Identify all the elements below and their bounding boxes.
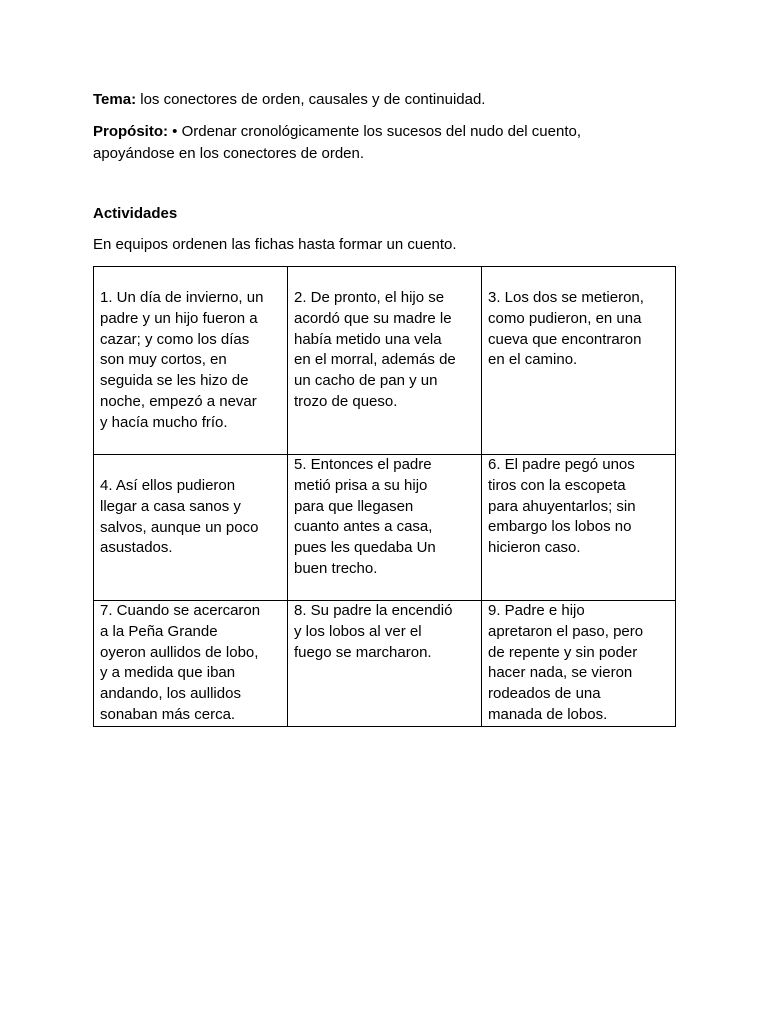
story-card [482, 601, 676, 727]
card-line: salvos, aunque un poco [100, 518, 259, 536]
card-line: 8. Su padre la encendió [294, 602, 453, 619]
card-line: asustados. [100, 539, 173, 557]
card-line: 1. Un día de invierno, un [100, 289, 264, 306]
card-line: para que llegasen [294, 497, 414, 515]
story-card [288, 601, 482, 727]
card-line: tiros con la escopeta [488, 476, 626, 494]
card-line: como pudieron, en una [488, 309, 642, 327]
card-line: son muy cortos, en [100, 351, 227, 369]
story-cards-table [93, 266, 676, 727]
proposito-line [93, 121, 581, 142]
card-line: metió prisa a su hijo [294, 476, 428, 494]
card-line: y a medida que iban [100, 664, 236, 682]
card-line: para ahuyentarlos; sin [488, 497, 636, 515]
card-line: pues les quedaba Un [294, 539, 436, 557]
story-card [94, 601, 288, 727]
card-line: hacer nada, se vieron [488, 664, 633, 682]
card-line: oyeron aullidos de lobo, [100, 643, 259, 661]
card-line: 2. De pronto, el hijo se [294, 289, 445, 306]
tema-text: los conectores de orden, causales y de continuidad. [136, 91, 486, 108]
table-row [94, 267, 676, 455]
card-line: manada de lobos. [488, 705, 608, 723]
card-line: hicieron caso. [488, 539, 581, 557]
card-line: fuego se marcharon. [294, 643, 432, 661]
card-line: cueva que encontraron [488, 330, 642, 348]
card-line: padre y un hijo fueron a [100, 309, 258, 327]
card-line: 4. Así ellos pudieron [100, 477, 236, 494]
card-line: a la Peña Grande [100, 622, 218, 640]
table-row [94, 601, 676, 727]
card-line: acordó que su madre le [294, 309, 452, 327]
card-line: 5. Entonces el padre [294, 456, 432, 473]
card-line: un cacho de pan y un [294, 372, 438, 390]
card-line: seguida se les hizo de [100, 372, 249, 390]
card-line: 7. Cuando se acercaron [100, 602, 261, 619]
card-line: y los lobos al ver el [294, 622, 422, 640]
actividades-heading: Actividades [93, 205, 178, 222]
card-line: trozo de queso. [294, 392, 398, 410]
story-card [482, 267, 676, 455]
proposito-label: Propósito: [93, 123, 168, 140]
proposito-text-line2: apoyándose en los conectores de orden. [93, 145, 365, 162]
card-line: embargo los lobos no [488, 518, 632, 536]
story-card [288, 267, 482, 455]
card-line: llegar a casa sanos y [100, 497, 241, 515]
actividades-instruction: En equipos ordenen las fichas hasta formar un cuento. [93, 236, 457, 253]
card-line: buen trecho. [294, 559, 378, 577]
card-line: noche, empezó a nevar [100, 392, 257, 410]
card-line: cuanto antes a casa, [294, 518, 433, 536]
story-card [94, 267, 288, 455]
card-line: rodeados de una [488, 685, 601, 703]
story-card [94, 455, 288, 601]
tema-line [93, 89, 485, 110]
card-line: había metido una vela [294, 330, 442, 348]
card-line: 3. Los dos se metieron, [488, 289, 644, 306]
card-line: y hacía mucho frío. [100, 413, 228, 431]
tema-label: Tema: [93, 91, 137, 108]
story-card [288, 455, 482, 601]
table-row [94, 455, 676, 601]
proposito-text-line1: • Ordenar cronológicamente los sucesos del nudo del cuento, [168, 123, 581, 140]
card-line: de repente y sin poder [488, 643, 638, 661]
card-line: andando, los aullidos [100, 685, 241, 703]
card-line: 9. Padre e hijo [488, 602, 585, 619]
story-card [482, 455, 676, 601]
card-line: en el camino. [488, 351, 578, 369]
card-line: en el morral, además de [294, 351, 456, 369]
card-line: 6. El padre pegó unos [488, 456, 635, 473]
card-line: apretaron el paso, pero [488, 622, 644, 640]
card-line: sonaban más cerca. [100, 705, 236, 723]
card-line: cazar; y como los días [100, 330, 250, 348]
